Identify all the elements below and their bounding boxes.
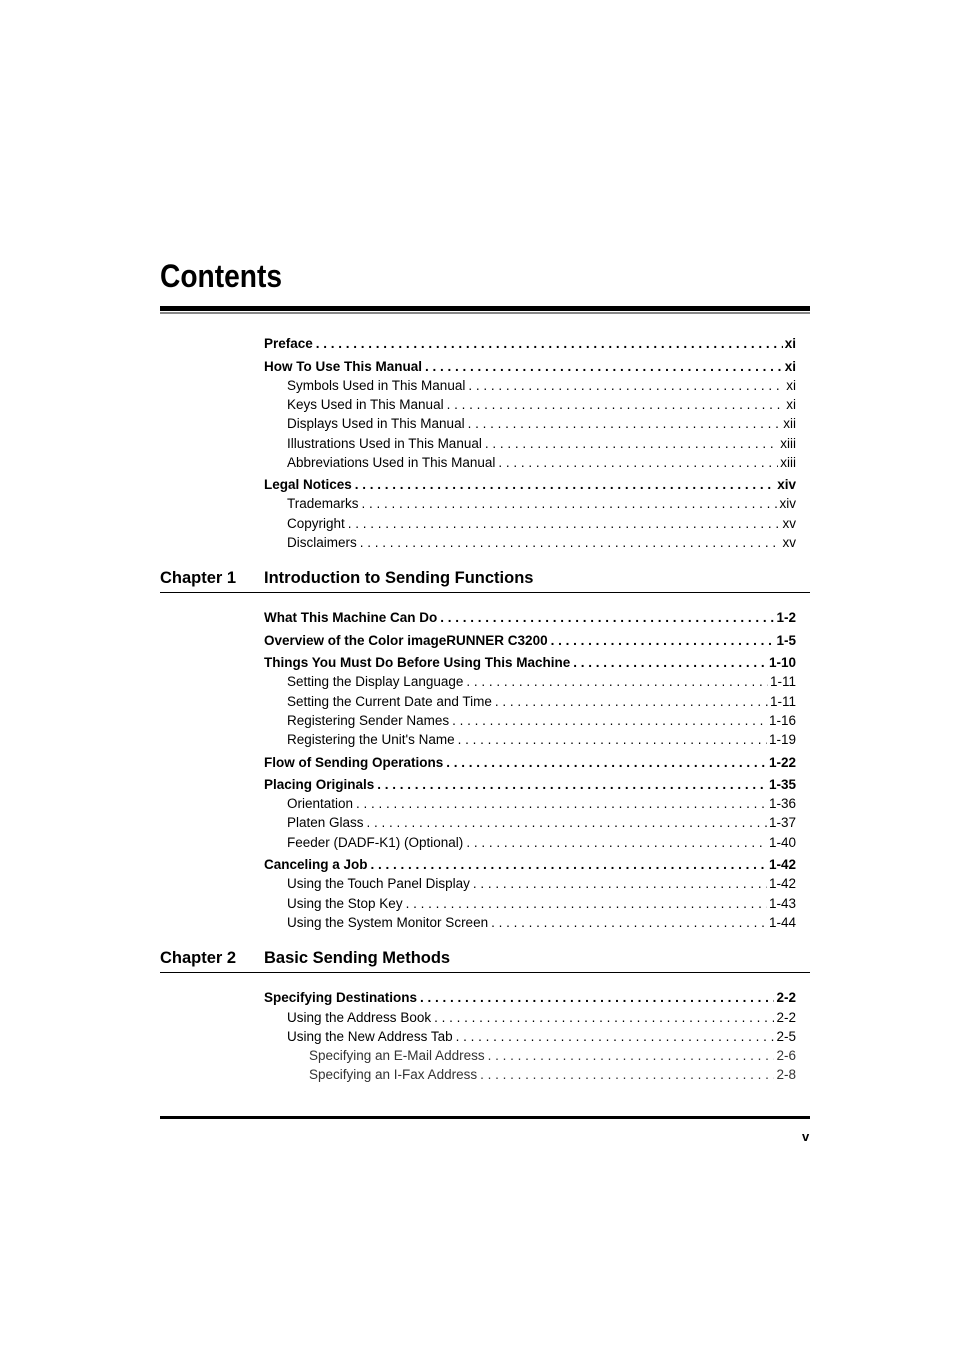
toc-entry-page: xiv [779, 496, 796, 511]
toc-entry-title: Using the System Monitor Screen [287, 915, 489, 930]
toc-entry-title: Abbreviations Used in This Manual [287, 455, 496, 470]
toc-entry[interactable] [287, 673, 796, 691]
toc-entry-page: xv [782, 535, 796, 550]
dot-leader [466, 834, 767, 852]
chapter-2-rule [160, 972, 810, 973]
footer-rule [160, 1116, 810, 1119]
toc-entry[interactable] [264, 632, 796, 650]
toc-entry[interactable] [287, 712, 796, 730]
toc-entry-title: Using the Touch Panel Display [287, 876, 470, 891]
page-title: Contents [160, 258, 283, 294]
toc-entry[interactable] [287, 495, 796, 513]
dot-leader [406, 895, 767, 913]
toc-entry[interactable] [287, 415, 796, 433]
dot-leader [356, 795, 767, 813]
toc-entry-page: xi [786, 397, 796, 412]
toc-entry[interactable] [264, 989, 796, 1007]
toc-entry-page: 2-2 [776, 990, 796, 1005]
toc-entry-page: xi [784, 336, 796, 351]
toc-entry-page: 2-2 [776, 1010, 796, 1025]
toc-entry[interactable] [287, 795, 796, 813]
toc-entry[interactable] [264, 476, 796, 494]
dot-leader [468, 377, 784, 395]
dot-leader [420, 989, 774, 1007]
chapter-label: Chapter 2 [160, 949, 237, 967]
toc-entry[interactable] [264, 654, 796, 672]
dot-leader [551, 632, 775, 650]
dot-leader [355, 476, 775, 494]
toc-entry[interactable] [287, 895, 796, 913]
toc-entry-page: 1-35 [768, 777, 796, 792]
dot-leader [348, 515, 781, 533]
dot-leader [468, 415, 782, 433]
toc-entry-title: Disclaimers [287, 535, 357, 550]
chapter-title: Introduction to Sending Functions [264, 569, 534, 587]
toc-entry-title: Overview of the Color imageRUNNER C3200 [264, 633, 548, 648]
toc-entry-title: How To Use This Manual [264, 359, 423, 374]
toc-entry[interactable] [287, 914, 796, 932]
toc-entry[interactable] [264, 754, 796, 772]
toc-entry-page: 2-5 [776, 1029, 796, 1044]
toc-entry-page: xiv [777, 477, 796, 492]
chapter-label: Chapter 1 [160, 569, 237, 587]
chapter-1-rule [160, 592, 810, 593]
toc-entry-page: 1-22 [768, 755, 796, 770]
toc-entry-title: Illustrations Used in This Manual [287, 436, 482, 451]
toc-entry-title: Keys Used in This Manual [287, 397, 444, 412]
toc-entry-page: 1-2 [776, 610, 796, 625]
toc-entry[interactable] [309, 1047, 796, 1065]
toc-entry-page: 1-36 [768, 796, 796, 811]
chapter-1-heading [160, 568, 533, 588]
toc-entry-page: 1-16 [768, 713, 796, 728]
toc-entry-page: 1-37 [768, 815, 796, 830]
toc-entry-page: 1-19 [768, 732, 796, 747]
toc-entry-title: Canceling a Job [264, 857, 368, 872]
dot-leader [466, 673, 768, 691]
dot-leader [447, 396, 785, 414]
toc-entry-page: 1-42 [768, 857, 796, 872]
toc-entry-page: 1-11 [769, 674, 796, 689]
dot-leader [485, 435, 778, 453]
toc-entry-title: Orientation [287, 796, 354, 811]
toc-entry-title: Using the New Address Tab [287, 1029, 453, 1044]
dot-leader [452, 712, 767, 730]
toc-entry-page: 1-10 [768, 655, 796, 670]
toc-entry-title: Setting the Current Date and Time [287, 694, 492, 709]
dot-leader [371, 856, 767, 874]
toc-entry-title: Registering Sender Names [287, 713, 450, 728]
toc-entry-page: xiii [780, 455, 796, 470]
toc-entry-title: Copyright [287, 516, 345, 531]
dot-leader [573, 654, 767, 672]
toc-entry-page: xv [782, 516, 796, 531]
dot-leader [434, 1009, 774, 1027]
toc-entry[interactable] [287, 814, 796, 832]
toc-entry[interactable] [287, 534, 796, 552]
dot-leader [488, 1047, 775, 1065]
toc-entry[interactable] [287, 396, 796, 414]
toc-entry[interactable] [264, 609, 796, 627]
toc-entry-title: Trademarks [287, 496, 359, 511]
chapter-2-heading [160, 948, 450, 968]
toc-entry-page: xiii [780, 436, 796, 451]
toc-entry-title: Displays Used in This Manual [287, 416, 465, 431]
dot-leader [456, 1028, 775, 1046]
toc-entry-page: 1-11 [769, 694, 796, 709]
toc-entry[interactable] [309, 1066, 796, 1084]
toc-entry[interactable] [264, 776, 796, 794]
dot-leader [425, 358, 783, 376]
toc-entry[interactable] [287, 377, 796, 395]
toc-entry-page: 2-8 [776, 1067, 796, 1082]
toc-entry[interactable] [287, 454, 796, 472]
toc-entry-page: 1-40 [768, 835, 796, 850]
dot-leader [458, 731, 767, 749]
toc-entry[interactable] [264, 335, 796, 353]
dot-leader [316, 335, 783, 353]
toc-entry-title: Using the Stop Key [287, 896, 403, 911]
toc-entry[interactable] [287, 435, 796, 453]
toc-entry-title: Setting the Display Language [287, 674, 464, 689]
title-rule [160, 306, 810, 311]
toc-entry-title: Preface [264, 336, 313, 351]
toc-entry[interactable] [287, 693, 796, 711]
toc-entry[interactable] [287, 1009, 796, 1027]
toc-entry-page: xii [783, 416, 796, 431]
toc-entry-title: Specifying Destinations [264, 990, 418, 1005]
dot-leader [495, 693, 768, 711]
toc-entry-title: Symbols Used in This Manual [287, 378, 466, 393]
toc-entry[interactable] [287, 731, 796, 749]
dot-leader [440, 609, 774, 627]
title-rule-shadow [160, 312, 810, 314]
toc-entry-title: What This Machine Can Do [264, 610, 438, 625]
toc-entry-page: 1-5 [776, 633, 796, 648]
toc-entry-title: Registering the Unit's Name [287, 732, 455, 747]
dot-leader [491, 914, 767, 932]
dot-leader [473, 875, 767, 893]
toc-entry[interactable] [287, 515, 796, 533]
dot-leader [360, 534, 781, 552]
toc-entry-title: Things You Must Do Before Using This Machine [264, 655, 571, 670]
toc-entry-title: Legal Notices [264, 477, 352, 492]
toc-entry-title: Feeder (DADF-K1) (Optional) [287, 835, 464, 850]
dot-leader [362, 495, 778, 513]
dot-leader [480, 1066, 774, 1084]
dot-leader [377, 776, 767, 794]
dot-leader [446, 754, 767, 772]
toc-entry-title: Platen Glass [287, 815, 364, 830]
toc-entry[interactable] [264, 856, 796, 874]
toc-entry-page: 1-42 [768, 876, 796, 891]
toc-entry-page: xi [784, 359, 796, 374]
page-number: v [802, 1129, 810, 1144]
toc-entry-title: Placing Originals [264, 777, 375, 792]
toc-entry-page: 1-43 [768, 896, 796, 911]
dot-leader [367, 814, 767, 832]
toc-entry-title: Specifying an I-Fax Address [309, 1067, 478, 1082]
toc-entry-title: Flow of Sending Operations [264, 755, 444, 770]
toc-entry-page: xi [786, 378, 796, 393]
toc-entry[interactable] [287, 875, 796, 893]
toc-entry-title: Using the Address Book [287, 1010, 432, 1025]
dot-leader [498, 454, 778, 472]
toc-entry-title: Specifying an E-Mail Address [309, 1048, 485, 1063]
toc-entry[interactable] [264, 358, 796, 376]
chapter-title: Basic Sending Methods [264, 949, 451, 967]
toc-entry-page: 1-44 [768, 915, 796, 930]
toc-entry[interactable] [287, 834, 796, 852]
toc-entry-page: 2-6 [776, 1048, 796, 1063]
toc-entry[interactable] [287, 1028, 796, 1046]
